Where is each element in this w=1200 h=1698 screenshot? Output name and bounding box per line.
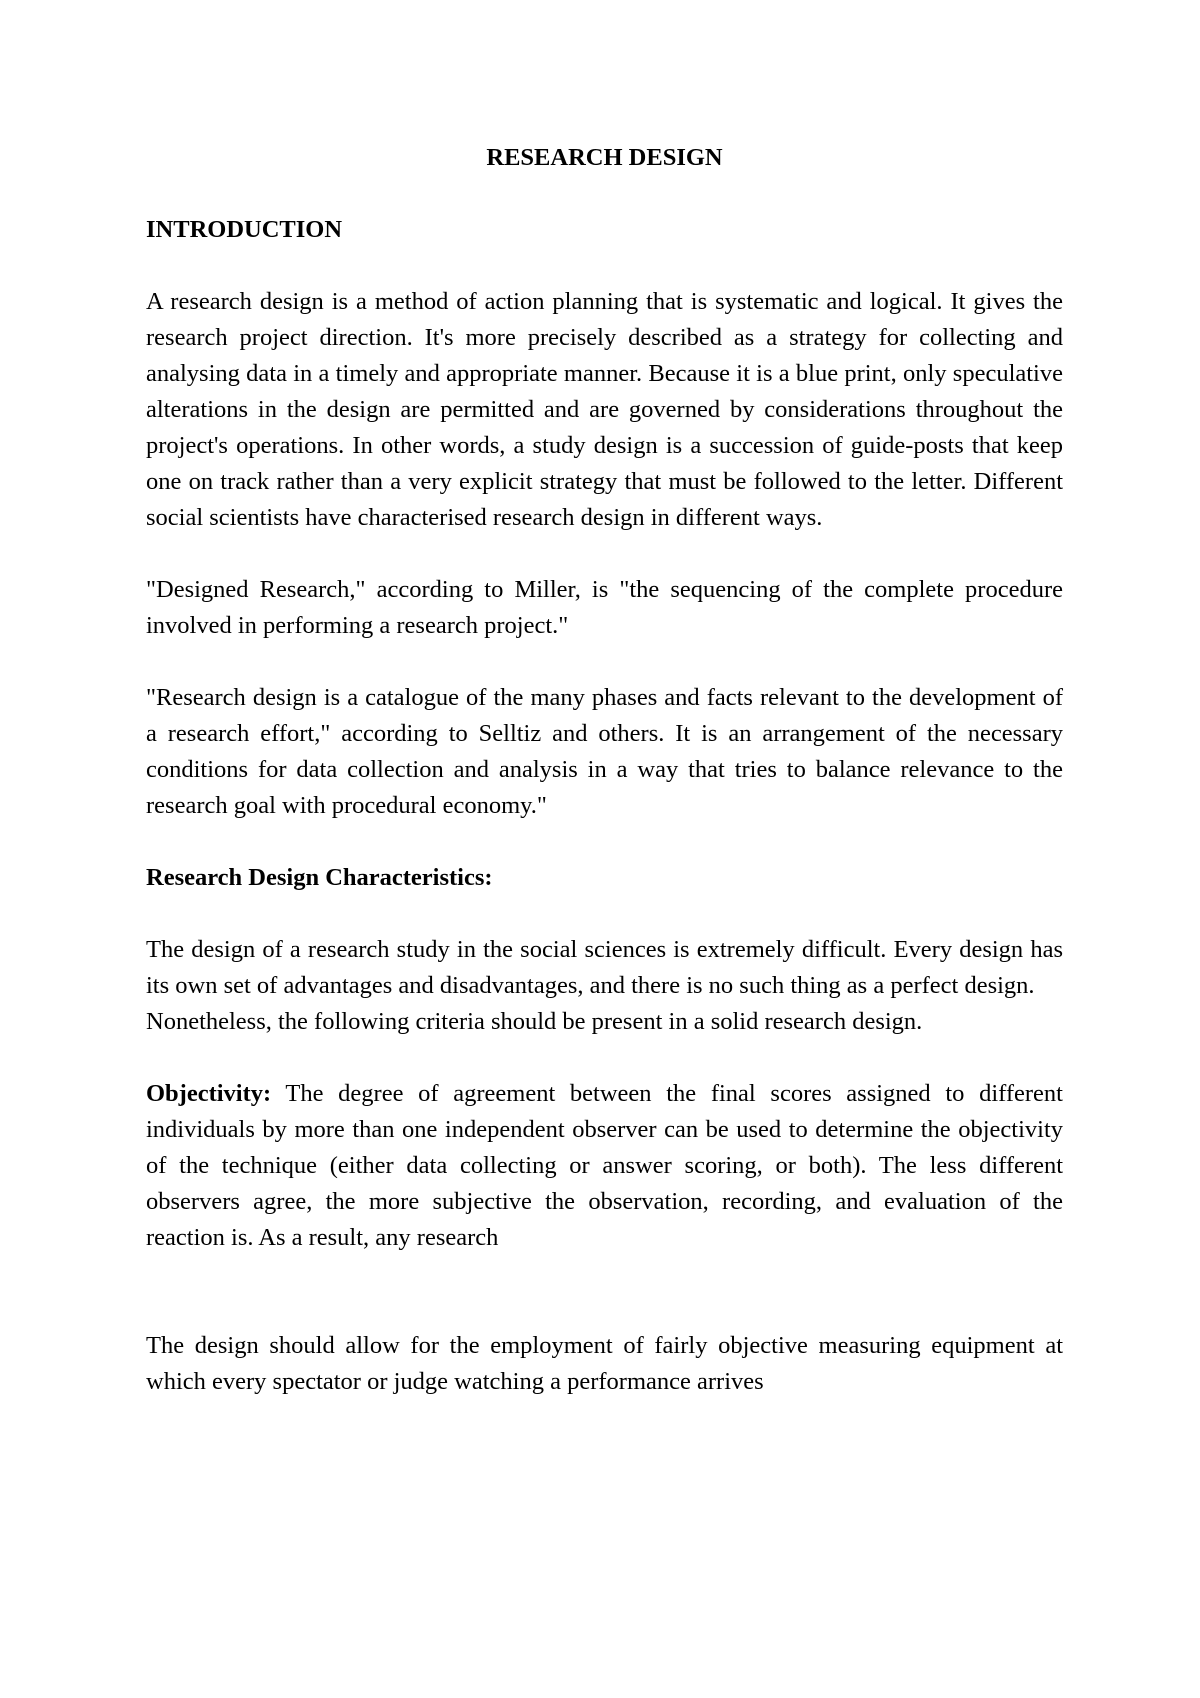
criteria-line: Nonetheless, the following criteria should be present in a solid research design. <box>146 1008 923 1035</box>
introduction-heading: INTRODUCTION <box>146 216 343 243</box>
document-title: RESEARCH DESIGN <box>486 144 723 171</box>
characteristics-paragraph: The design of a research study in the social sciences is extremely difficult. Every design has its own set of advantages and disadvantages, and there is no such thing as a perfect design. <box>146 936 1063 999</box>
objectivity-label: Objectivity: <box>146 1080 272 1107</box>
design-paragraph: The design should allow for the employment of fairly objective measuring equipment at which every spectator or judge watching a performance arrives <box>146 1332 1063 1395</box>
objectivity-paragraph <box>146 1076 1063 1256</box>
introduction-paragraph: A research design is a method of action planning that is systematic and logical. It gives the research project direction. It's more precisely described as a strategy for collecting and analysing data in a timely and appropriate manner. Because it is a blue print, only speculative alterations in the design are permitted and are governed by considerations throughout the project's operations. In other words, a study design is a succession of guide-posts that keep one on track rather than a very explicit strategy that must be followed to the letter. Different social scientists have characterised research design in different ways. <box>146 288 1063 531</box>
miller-quote-paragraph: "Designed Research," according to Miller, is "the sequencing of the complete procedure involved in performing a research project." <box>146 576 1063 639</box>
document-page <box>146 140 1063 1400</box>
characteristics-heading: Research Design Characteristics: <box>146 864 493 891</box>
objectivity-text: The degree of agreement between the final scores assigned to different individuals by more than one independent observer can be used to determine the objectivity of the technique (either data collecting or answer scoring, or both). The less different observers agree, the more subjective the observation, recording, and evaluation of the reaction is. As a result, any research <box>146 1080 1063 1251</box>
selltiz-quote-paragraph: "Research design is a catalogue of the many phases and facts relevant to the development of a research effort," according to Selltiz and others. It is an arrangement of the necessary conditions for data collection and analysis in a way that tries to balance relevance to the research goal with procedural economy." <box>146 684 1063 819</box>
